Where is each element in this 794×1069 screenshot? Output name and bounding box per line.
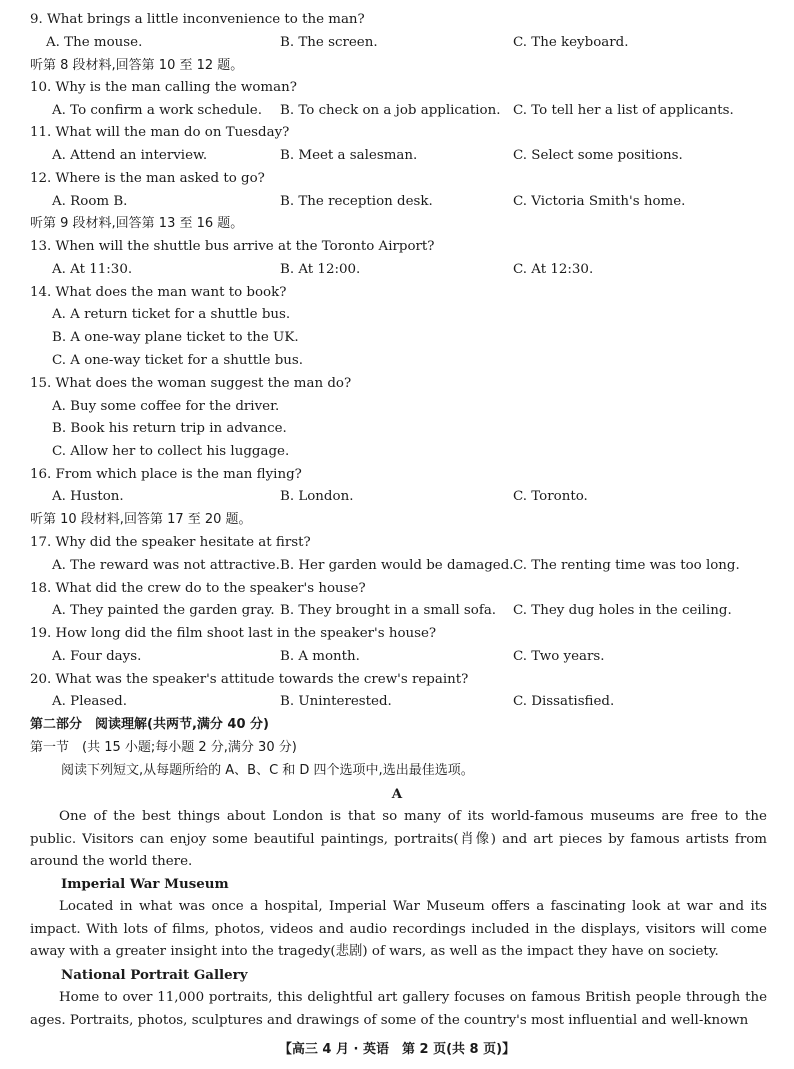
- option-16c: C. Toronto.: [513, 489, 588, 504]
- option-19b: B. A month.: [280, 649, 360, 664]
- question-stem-14: 14. What does the man want to book?: [30, 285, 287, 300]
- passage-intro: One of the best things about London is that so many of its world-famous museums are free to the public. Visitors can enjoy some beautiful paintings, portraits(肖像) and art pieces by famous artists from around the world there.: [30, 809, 767, 870]
- question-stem-15: 15. What does the woman suggest the man do?: [30, 376, 352, 391]
- option-20c: C. Dissatisfied.: [513, 694, 615, 709]
- option-14a: A. A return ticket for a shuttle bus.: [52, 307, 291, 322]
- option-15b: B. Book his return trip in advance.: [52, 421, 287, 436]
- museum-text-imperial-war: Located in what was once a hospital, Imperial War Museum offers a fascinating look at war and its impact. With lots of films, photos, videos and audio recordings included in the displays, visitors will come away with a greater insight into the tragedy(悲剧) of wars, as well as the impact they have on society.: [30, 899, 767, 960]
- option-11b: B. Meet a salesman.: [280, 148, 418, 163]
- question-stem-12: 12. Where is the man asked to go?: [30, 171, 265, 186]
- option-12c: C. Victoria Smith's home.: [513, 194, 686, 209]
- option-17c: C. The renting time was too long.: [513, 558, 740, 573]
- option-10b: B. To check on a job application.: [280, 103, 501, 118]
- option-16b: B. London.: [280, 489, 354, 504]
- museum-text-national-portrait: Home to over 11,000 portraits, this delightful art gallery focuses on famous British people through the ages. Portraits, photos, sculptures and drawings of some of the country's most influential and well-known: [30, 990, 767, 1028]
- question-stem-11: 11. What will the man do on Tuesday?: [30, 125, 290, 140]
- museum-title-national-portrait: National Portrait Gallery: [61, 967, 248, 983]
- option-12b: B. The reception desk.: [280, 194, 433, 209]
- question-stem-18: 18. What did the crew do to the speaker's house?: [30, 581, 366, 596]
- part2-heading: 第二部分 阅读理解(共两节,满分 40 分): [30, 717, 269, 732]
- question-stem-19: 19. How long did the film shoot last in the speaker's house?: [30, 626, 437, 641]
- question-stem-17: 17. Why did the speaker hesitate at first?: [30, 535, 311, 550]
- option-16a: A. Huston.: [52, 489, 124, 504]
- option-20a: A. Pleased.: [52, 694, 128, 709]
- option-15c: C. Allow her to collect his luggage.: [52, 444, 290, 459]
- option-11a: A. Attend an interview.: [52, 148, 208, 163]
- option-17a: A. The reward was not attractive.: [52, 558, 280, 573]
- option-11c: C. Select some positions.: [513, 148, 683, 163]
- question-stem-9: 9. What brings a little inconvenience to the man?: [30, 12, 365, 27]
- question-stem-20: 20. What was the speaker's attitude towards the crew's repaint?: [30, 672, 469, 687]
- option-13a: A. At 11:30.: [52, 262, 133, 277]
- question-stem-13: 13. When will the shuttle bus arrive at the Toronto Airport?: [30, 239, 435, 254]
- passage-label: A: [391, 786, 403, 802]
- question-stem-16: 16. From which place is the man flying?: [30, 467, 302, 482]
- option-17b: B. Her garden would be damaged.: [280, 558, 514, 573]
- option-13c: C. At 12:30.: [513, 262, 594, 277]
- section-instruction-9: 听第 9 段材料,回答第 13 至 16 题。: [30, 216, 244, 231]
- reading-instruction: 阅读下列短文,从每题所给的 A、B、C 和 D 四个选项中,选出最佳选项。: [61, 763, 474, 778]
- option-13b: B. At 12:00.: [280, 262, 361, 277]
- option-14b: B. A one-way plane ticket to the UK.: [52, 330, 299, 345]
- page-footer: 【高三 4 月 · 英语 第 2 页(共 8 页)】: [278, 1042, 516, 1057]
- question-stem-10: 10. Why is the man calling the woman?: [30, 80, 297, 95]
- option-9c: C. The keyboard.: [513, 35, 629, 50]
- option-10a: A. To confirm a work schedule.: [52, 103, 262, 118]
- section-instruction-10: 听第 10 段材料,回答第 17 至 20 题。: [30, 512, 252, 527]
- option-10c: C. To tell her a list of applicants.: [513, 103, 734, 118]
- option-19c: C. Two years.: [513, 649, 605, 664]
- option-18a: A. They painted the garden gray.: [52, 603, 275, 618]
- section1-heading: 第一节 (共 15 小题;每小题 2 分,满分 30 分): [30, 740, 297, 755]
- option-15a: A. Buy some coffee for the driver.: [52, 399, 280, 414]
- option-9b: B. The screen.: [280, 35, 378, 50]
- option-18c: C. They dug holes in the ceiling.: [513, 603, 732, 618]
- option-19a: A. Four days.: [52, 649, 142, 664]
- option-18b: B. They brought in a small sofa.: [280, 603, 497, 618]
- option-14c: C. A one-way ticket for a shuttle bus.: [52, 353, 304, 368]
- option-12a: A. Room B.: [52, 194, 128, 209]
- museum-title-imperial-war: Imperial War Museum: [61, 876, 229, 892]
- option-9a: A. The mouse.: [46, 35, 143, 50]
- option-20b: B. Uninterested.: [280, 694, 392, 709]
- section-instruction-8: 听第 8 段材料,回答第 10 至 12 题。: [30, 58, 244, 73]
